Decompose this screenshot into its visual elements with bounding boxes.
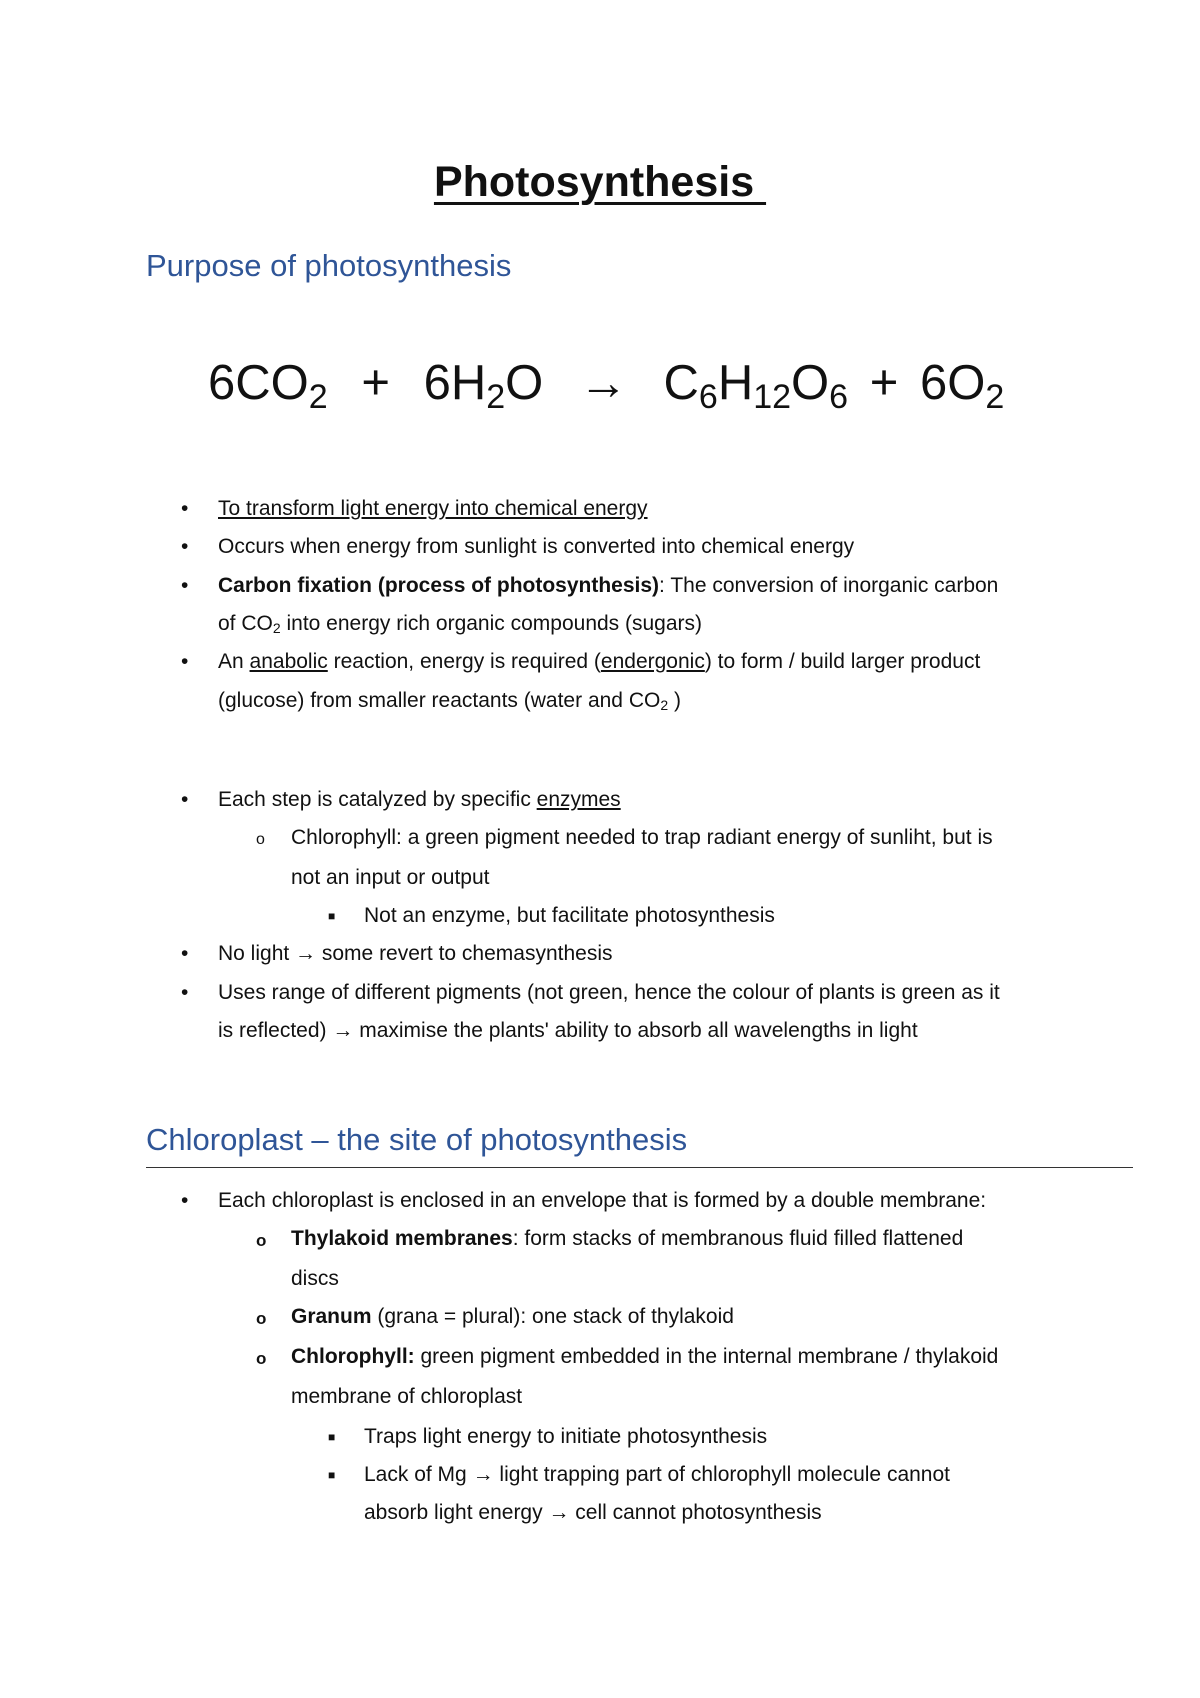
bullet-marker: • <box>181 535 189 558</box>
bold-term: Chlorophyll: <box>291 1345 415 1368</box>
bold-term: Carbon fixation (process of photosynthesis) <box>218 574 660 597</box>
item-text: cell cannot photosynthesis <box>569 1501 822 1524</box>
sub-list-item-continuation: not an input or output <box>291 866 490 889</box>
item-text: absorb light energy <box>364 1501 549 1524</box>
underlined-text: enzymes <box>536 788 621 811</box>
list-item-continuation <box>218 1012 918 1050</box>
heading-underline-rule <box>146 1167 1133 1168</box>
eq-subscript: 2 <box>308 378 328 416</box>
item-text: into energy rich organic compounds (sugars) <box>280 612 703 635</box>
bullet-marker: • <box>181 574 189 597</box>
eq-term: O <box>791 356 830 410</box>
list-item: Each chloroplast is enclosed in an envelope that is formed by a double membrane: <box>218 1189 987 1212</box>
circle-marker: o <box>256 831 265 848</box>
bullet-marker: • <box>181 788 189 811</box>
bullet-marker: • <box>181 650 189 673</box>
square-marker: ■ <box>328 1430 336 1444</box>
item-text: light trapping part of chlorophyll molecule cannot <box>493 1463 950 1486</box>
sub-list-item <box>291 1298 734 1336</box>
eq-plus: + <box>869 356 899 410</box>
eq-term: 6H <box>423 356 487 410</box>
list-item <box>218 781 621 819</box>
bullet-marker: • <box>181 981 189 1004</box>
bullet-marker: • <box>181 942 189 965</box>
subscript: 2 <box>660 697 669 713</box>
list-item-continuation <box>218 682 681 724</box>
eq-subscript: 6 <box>698 378 718 416</box>
list-item <box>218 490 648 528</box>
item-text: reaction, energy is required ( <box>327 650 601 673</box>
right-arrow-icon: → <box>548 1501 570 1524</box>
item-text: Lack of Mg <box>364 1463 473 1486</box>
list-item <box>218 567 998 605</box>
sub-list-item <box>291 1338 998 1376</box>
section-heading-chloroplast: Chloroplast – the site of photosynthesis <box>146 1122 688 1157</box>
item-text: (grana = plural): one stack of thylakoid <box>371 1305 734 1328</box>
right-arrow-icon: → <box>332 1019 354 1042</box>
item-text: (glucose) from smaller reactants (water and CO <box>218 689 661 712</box>
eq-subscript: 6 <box>829 378 849 416</box>
bullet-marker: • <box>181 497 189 520</box>
section-heading-purpose: Purpose of photosynthesis <box>146 248 512 283</box>
eq-term: H <box>717 356 754 410</box>
list-item: Uses range of different pigments (not green, hence the colour of plants is green as it <box>218 981 1000 1004</box>
eq-subscript: 2 <box>486 378 506 416</box>
sub-list-item-continuation: discs <box>291 1267 339 1290</box>
sub-sub-list-item: Traps light energy to initiate photosynthesis <box>364 1425 768 1448</box>
bullet-marker: • <box>181 1189 189 1212</box>
circle-marker: o <box>256 1309 267 1328</box>
list-item: Occurs when energy from sunlight is converted into chemical energy <box>218 535 855 558</box>
underlined-text: anabolic <box>249 650 328 673</box>
circle-marker: o <box>256 1349 267 1368</box>
eq-term: 6CO <box>208 356 309 410</box>
circle-marker: o <box>256 1231 267 1250</box>
sub-list-item-continuation: membrane of chloroplast <box>291 1385 523 1408</box>
page-title: Photosynthesis <box>433 158 767 206</box>
bold-term: Granum <box>291 1305 372 1328</box>
eq-term: 6O <box>919 356 986 410</box>
bold-term: Thylakoid membranes <box>291 1227 513 1250</box>
item-text: Each step is catalyzed by specific <box>218 788 537 811</box>
eq-subscript: 2 <box>985 378 1005 416</box>
item-text: green pigment embedded in the internal membrane / thylakoid <box>414 1345 999 1368</box>
list-item <box>218 643 980 681</box>
item-text: some revert to chemasynthesis <box>316 942 613 965</box>
photosynthesis-equation <box>208 355 1005 416</box>
item-text: : form stacks of membranous fluid filled flattened <box>512 1227 964 1250</box>
eq-arrow: → <box>578 356 628 410</box>
item-text: of CO <box>218 612 273 635</box>
eq-plus: + <box>361 356 390 410</box>
item-text: An <box>218 650 250 673</box>
sub-sub-list-item <box>364 1456 950 1494</box>
item-text: ) to form / build larger product <box>704 650 981 673</box>
list-item-continuation <box>218 605 702 647</box>
list-item <box>218 935 613 973</box>
sub-list-item <box>291 1220 963 1258</box>
underlined-text: To transform light energy into chemical energy <box>218 497 648 520</box>
subscript: 2 <box>272 620 281 636</box>
item-text: : The conversion of inorganic carbon <box>659 574 999 597</box>
sub-sub-list-item: Not an enzyme, but facilitate photosynthesis <box>364 904 775 927</box>
right-arrow-icon: → <box>472 1463 494 1486</box>
sub-list-item: Chlorophyll: a green pigment needed to trap radiant energy of sunliht, but is <box>291 826 993 849</box>
item-text: is reflected) <box>218 1019 333 1042</box>
sub-sub-list-item-continuation <box>364 1494 822 1532</box>
item-text: No light <box>218 942 296 965</box>
eq-subscript: 12 <box>753 378 792 416</box>
right-arrow-icon: → <box>295 942 317 965</box>
underlined-text: endergonic <box>600 650 705 673</box>
eq-term: O <box>505 356 544 410</box>
item-text: ) <box>668 689 681 712</box>
item-text: maximise the plants' ability to absorb all wavelengths in light <box>353 1019 918 1042</box>
square-marker: ■ <box>328 909 336 923</box>
square-marker: ■ <box>328 1468 336 1482</box>
eq-term: C <box>663 356 699 410</box>
